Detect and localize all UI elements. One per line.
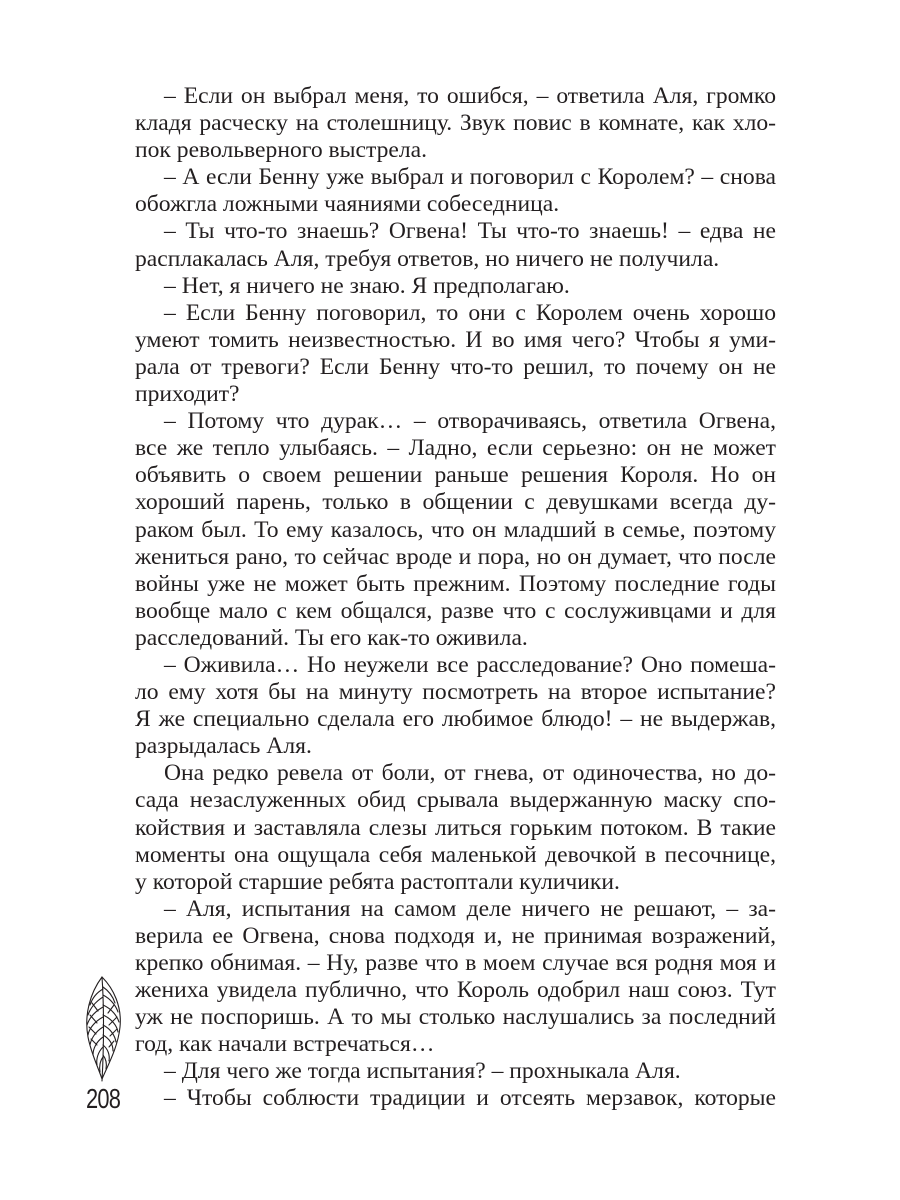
text-line: – Если Бенну поговорил, то они с Королем очень хорошо <box>164 299 776 326</box>
text-line: – Ты что-то знаешь? Огвена! Ты что-то знаешь! – едва не <box>164 218 776 245</box>
paragraph <box>135 760 776 895</box>
text-line: – Оживила… Но неужели все расследование? Оно помеша- <box>164 651 776 678</box>
text-line: все же тепло улыбаясь. – Ладно, если серьезно: он не может <box>135 435 776 462</box>
text-line: – Потому что дурак… – отворачиваясь, ответила Огвена, <box>164 408 776 435</box>
text-line: сада незаслуженных обид срывала выдержанную маску спо- <box>135 787 776 814</box>
text-line: жениться рано, то сейчас вроде и пора, но он думает, что после <box>135 543 776 570</box>
paragraph <box>135 273 776 300</box>
text-line: приходит? <box>135 381 240 408</box>
text-line: ло ему хотя бы на минуту посмотреть на второе испытание? <box>135 679 776 706</box>
text-line: Она редко ревела от боли, от гнева, от одиночества, но до- <box>164 760 776 787</box>
text-line: пок револьверного выстрела. <box>135 137 428 164</box>
text-line: умеют томить неизвестностью. И во имя чего? Чтобы я уми- <box>135 326 776 353</box>
paragraph <box>135 1085 776 1112</box>
text-line: – Если он выбрал меня, то ошибся, – ответила Аля, громко <box>164 83 776 109</box>
text-line: моменты она ощущала себя маленькой девочкой в песочнице, <box>135 841 776 868</box>
text-line: – А если Бенну уже выбрал и поговорил с Королем? – снова <box>164 164 776 191</box>
paragraph <box>135 408 776 652</box>
paragraph <box>135 164 776 218</box>
page-number: 208 <box>86 1083 121 1114</box>
text-line: обожгла ложными чаяниями собеседница. <box>135 191 560 218</box>
text-line: жениха увидела публично, что Король одобрил наш союз. Тут <box>135 977 776 1004</box>
text-line: расследований. Ты его как-то оживила. <box>135 624 528 651</box>
text-line: уж не поспоришь. А то мы столько наслушались за последний <box>135 1004 776 1031</box>
body-text <box>135 83 776 1113</box>
text-line: Я же специально сделала его любимое блюдо! – не выдержав, <box>135 706 776 733</box>
text-line: рала от тревоги? Если Бенну что-то решил, то почему он не <box>135 353 776 380</box>
text-line: год, как начали встречаться… <box>135 1031 435 1058</box>
text-line: – Аля, испытания на самом деле ничего не решают, – за- <box>164 895 776 922</box>
paragraph <box>135 218 776 272</box>
text-line: вообще мало с кем общался, разве что с сослуживцами и для <box>135 597 776 624</box>
paragraph <box>135 1058 776 1085</box>
text-line: кладя расческу на столешницу. Звук повис в комнате, как хло- <box>135 110 776 137</box>
paragraph <box>135 83 776 164</box>
paragraph <box>135 300 776 408</box>
text-line: хороший парень, только в общении с девушками всегда ду- <box>135 489 776 516</box>
text-line: верила ее Огвена, снова подходя и, не принимая возражений, <box>135 922 776 949</box>
paragraph <box>135 896 776 1059</box>
text-line: войны уже не может быть прежним. Поэтому последние годы <box>135 570 776 597</box>
text-line: крепко обнимая. – Ну, разве что в моем случае вся родня моя и <box>135 950 776 976</box>
text-line: койствия и заставляла слезы литься горьким потоком. В такие <box>135 814 776 841</box>
text-line: – Для чего же тогда испытания? – прохныкала Аля. <box>164 1058 681 1085</box>
text-line: – Чтобы соблюсти традиции и отсеять мерзавок, которые <box>164 1085 776 1112</box>
text-line: раком был. То ему казалось, что он младший в семье, поэтому <box>135 516 776 543</box>
feather-icon <box>78 975 128 1083</box>
paragraph <box>135 652 776 760</box>
text-line: у которой старшие ребята растоптали куличики. <box>135 868 620 895</box>
text-line: расплакалась Аля, требуя ответов, но ничего не получила. <box>135 245 720 272</box>
text-line: разрыдалась Аля. <box>135 733 312 760</box>
text-line: объявить о своем решении раньше решения Короля. Но он <box>135 462 776 489</box>
text-line: – Нет, я ничего не знаю. Я предполагаю. <box>164 272 570 299</box>
